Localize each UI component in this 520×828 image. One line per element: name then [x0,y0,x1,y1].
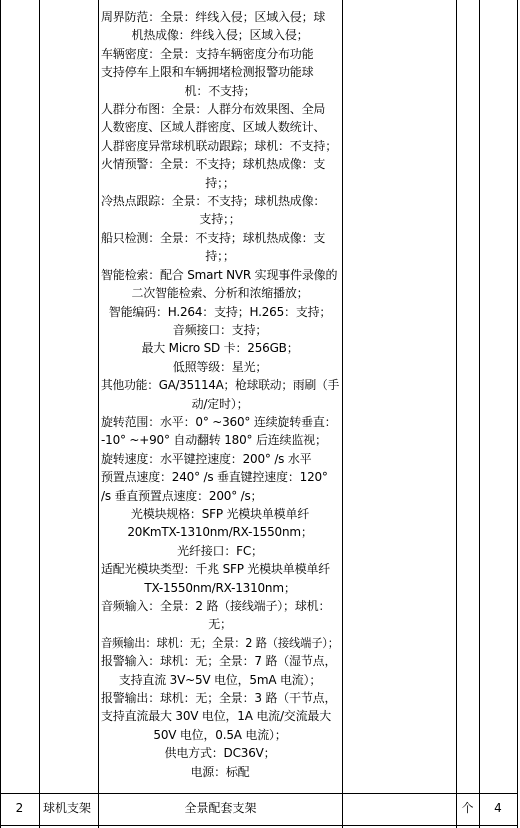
column-divider-4 [456,0,457,828]
spec-line: 支持直流 3V~5V 电位，5mA 电流）； [118,672,322,687]
row-2-unit: 个 [461,801,474,815]
column-divider-3 [342,0,343,828]
spec-line: /s 垂直预置点速度：200° /s； [101,488,263,503]
spec-line: 光纤接口：FC； [177,543,263,558]
table-border-right [517,0,518,828]
spec-line: 音频输入：全景：2 路（接线端子）；球机： [101,599,331,613]
spec-line: 供电方式：DC36V； [164,746,276,761]
spec-line: 动/定时）； [191,396,249,411]
spec-line: 冷热点跟踪：全景：不支持；球机热成像： [101,194,326,209]
row-divider [0,793,518,794]
spec-line: 火情预警：全景：不支持；球机热成像：支 [101,157,326,172]
spec-line: 适配光模块类型：千兆 SFP 光模块单模单纤 [101,562,330,577]
spec-line: 智能检索：配合 Smart NVR 实现事件录像的 [101,267,338,282]
spec-line: 周界防范：全景：绊线入侵；区域入侵；球 [101,10,326,24]
spec-line: -10° ~+90° 自动翻转 180° 后连续监视； [101,433,327,448]
spec-line: 音频输出：球机：无；全景：2 路（接线端子）； [101,635,339,650]
table-border-left [0,0,1,828]
spec-line: 二次智能检索、分析和浓缩播放； [131,286,309,301]
spec-line: 报警输入：球机：无；全景：7 路（湿节点， [101,654,337,669]
row-2-spec: 全景配套支架 [184,801,257,815]
spec-line: 人群密度异常球机联动跟踪；球机：不支持； [101,138,338,153]
spec-line: 机：不支持； [184,83,256,98]
column-divider-1 [39,0,40,828]
spec-line: 光模块规格：SFP 光模块单模单纤 [130,506,310,521]
spec-line: 旋转速度：水平键控速度：200° /s 水平 [101,451,312,466]
spec-line: 20KmTX-1310nm/RX-1550nm； [127,525,313,540]
spec-line: 车辆密度：全景：支持车辆密度分布功能 [101,46,314,61]
spec-cell-row-1 [101,8,339,781]
spec-line: 50V 电位，0.5A 电流）； [153,727,287,742]
row-2-name: 球机支架 [43,801,92,815]
spec-line: 智能编码：H.264：支持；H.265：支持； [108,304,332,319]
spec-line: 持；； [205,175,235,190]
table-border-bottom [0,825,518,826]
spec-line: 最大 Micro SD 卡：256GB； [141,341,299,356]
column-divider-2 [98,0,99,828]
spec-line: 低照等级：星光； [172,359,268,374]
column-divider-5 [479,0,480,828]
spec-line: 人数密度、区域人群密度、区域人数统计、 [101,120,326,135]
spec-line: 支持停车上限和车辆拥堵检测报警功能球 [101,65,314,80]
spec-line: 报警输出：球机：无；全景：3 路（干节点， [101,691,337,706]
spec-line: 持；； [205,249,235,264]
spec-line: 音频接口：支持； [172,322,268,337]
spec-line: 其他功能：GA/35114A；枪球联动；雨刷（手 [101,378,340,393]
spec-line: 旋转范围：水平：0° ~360° 连续旋转垂直： [101,414,337,429]
spec-line: TX-1550nm/RX-1310nm； [144,580,296,595]
spec-line: 电源：标配 [190,764,250,779]
spec-line: 预置点速度：240° /s 垂直键控速度：120° [101,470,328,485]
spec-line: 支持直流最大 30V 电位，1A 电流/交流最大 [101,709,332,724]
spec-line: 船只检测：全景：不支持；球机热成像：支 [101,230,326,245]
row-2-index: 2 [15,801,24,815]
spec-line: 无； [208,617,232,632]
spec-line: 支持；； [199,212,241,227]
spec-line: 机热成像：绊线入侵；区域入侵； [131,28,309,43]
spec-line: 人群分布图：全景：人群分布效果图、全局 [101,102,326,117]
row-2-quantity: 4 [494,801,502,815]
